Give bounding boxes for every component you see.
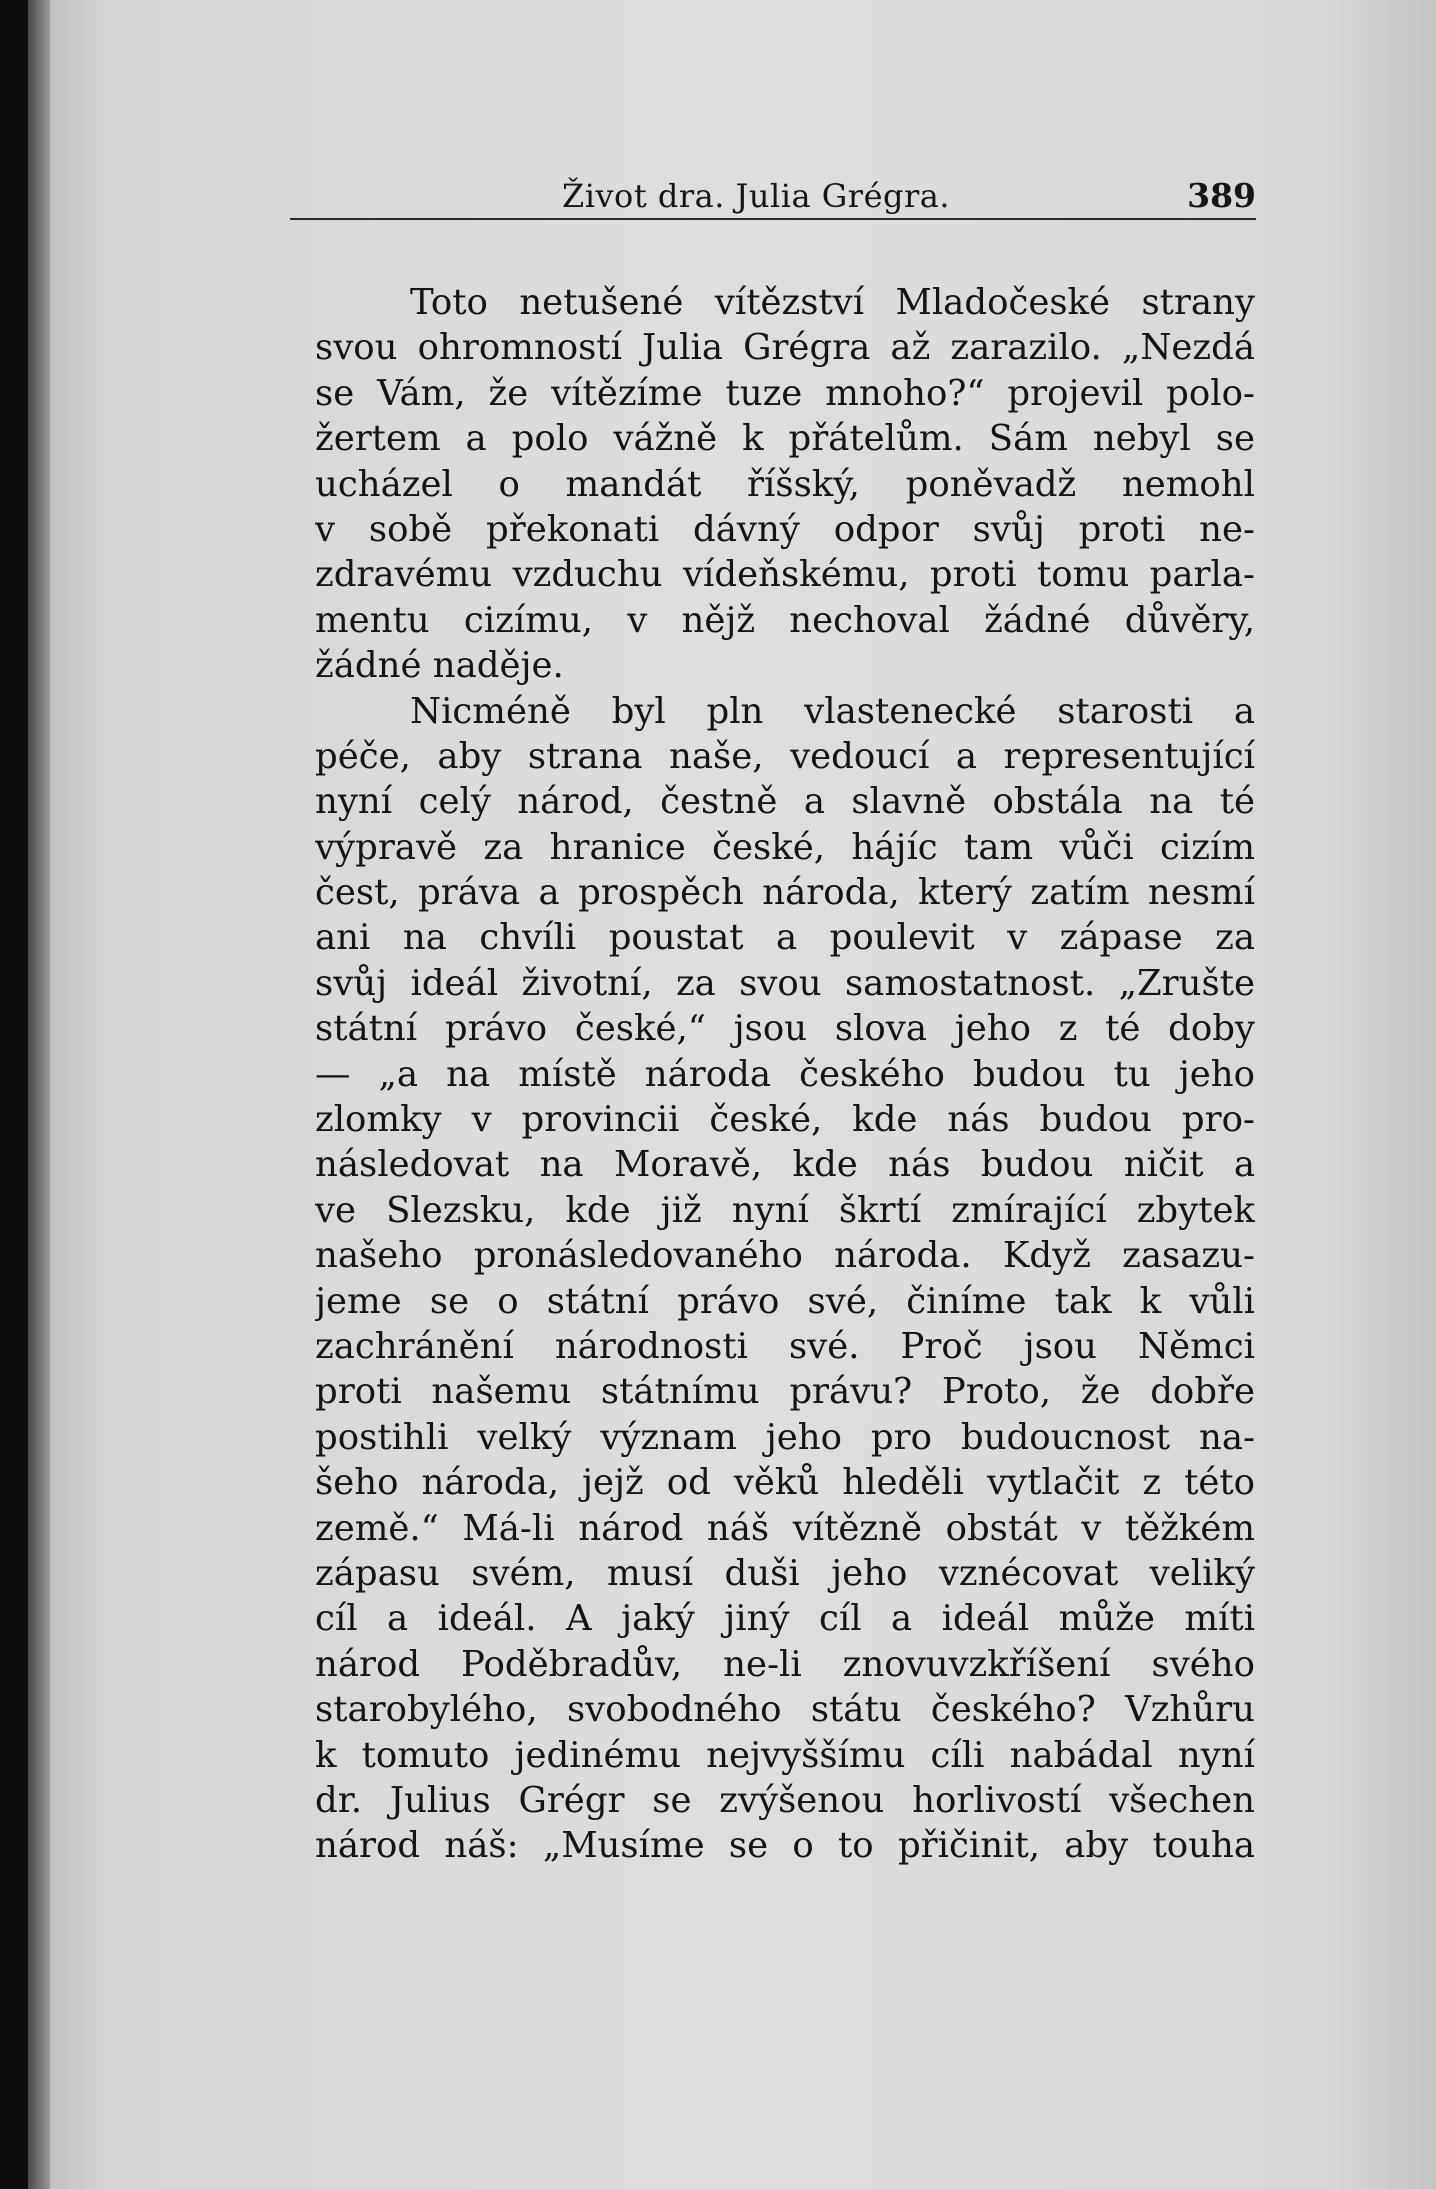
text-line: země.“ Má-li národ náš vítězně obstát v těžkém xyxy=(315,1507,1255,1549)
text-line: ani na chvíli poustat a poulevit v zápase za xyxy=(315,917,1255,959)
book-page xyxy=(28,0,1436,2189)
text-line: Toto netušené vítězství Mladočeské strany xyxy=(410,282,1255,323)
text-line: nyní celý národ, čestně a slavně obstála na té xyxy=(315,781,1255,823)
text-line: následovat na Moravě, kde nás budou ničit a xyxy=(315,1144,1255,1186)
text-line: žertem a polo vážně k přátelům. Sám nebyl se xyxy=(315,418,1255,460)
text-line: zápasu svém, musí duši jeho vznécovat veliký xyxy=(315,1552,1255,1594)
text-line: šeho národa, jejž od věků hleděli vytlačit z této xyxy=(315,1462,1255,1504)
text-line: proti našemu státnímu právu? Proto, že dobře xyxy=(315,1371,1255,1413)
text-line: svou ohromností Julia Grégra až zarazilo. „Nezdá xyxy=(315,327,1255,369)
text-line: cíl a ideál. A jaký jiný cíl a ideál může míti xyxy=(315,1598,1255,1640)
text-line: starobylého, svobodného státu českého? Vzhůru xyxy=(315,1689,1255,1731)
text-line: dr. Julius Grégr se zvýšenou horlivostí všechen xyxy=(315,1779,1255,1821)
page-number: 389 xyxy=(1187,176,1256,215)
text-line: se Vám, že vítězíme tuze mnoho?“ projevil polo- xyxy=(315,372,1255,414)
text-line: žádné naděje. xyxy=(315,645,564,687)
page-header xyxy=(290,174,1256,220)
text-line: zachránění národnosti své. Proč jsou Němci xyxy=(315,1325,1255,1367)
text-line: k tomuto jedinému nejvyššímu cíli nabádal nyní xyxy=(315,1734,1255,1776)
text-line: čest, práva a prospěch národa, který zatím nesmí xyxy=(315,872,1255,914)
text-line: našeho pronásledovaného národa. Když zasazu- xyxy=(315,1235,1255,1277)
text-line: státní právo české,“ jsou slova jeho z té doby xyxy=(315,1008,1255,1050)
text-line: zlomky v provincii české, kde nás budou pro- xyxy=(315,1099,1255,1141)
text-line: postihli velký význam jeho pro budoucnost na- xyxy=(315,1416,1255,1458)
text-line: péče, aby strana naše, vedoucí a representující xyxy=(315,735,1255,777)
text-line: jeme se o státní právo své, činíme tak k vůli xyxy=(315,1280,1255,1322)
text-line: — „a na místě národa českého budou tu jeho xyxy=(315,1053,1255,1095)
text-line: Nicméně byl pln vlastenecké starosti a xyxy=(410,690,1255,732)
text-line: národ náš: „Musíme se o to přičinit, aby touha xyxy=(315,1825,1255,1867)
text-line: mentu cizímu, v nějž nechoval žádné důvěry, xyxy=(315,599,1255,641)
body-text xyxy=(315,280,1255,1869)
text-line: výpravě za hranice české, hájíc tam vůči cizím xyxy=(315,826,1255,868)
running-title: Život dra. Julia Grégra. xyxy=(562,177,951,215)
text-line: ve Slezsku, kde již nyní škrtí zmírající zbytek xyxy=(315,1189,1255,1231)
text-line: svůj ideál životní, za svou samostatnost. „Zrušte xyxy=(315,962,1255,1004)
text-line: zdravému vzduchu vídeňskému, proti tomu parla- xyxy=(315,554,1255,596)
text-line: ucházel o mandát říšský, poněvadž nemohl xyxy=(315,463,1255,505)
text-line: v sobě překonati dávný odpor svůj proti ne- xyxy=(315,508,1255,550)
text-line: národ Poděbradův, ne-li znovuvzkříšení svého xyxy=(315,1643,1255,1685)
